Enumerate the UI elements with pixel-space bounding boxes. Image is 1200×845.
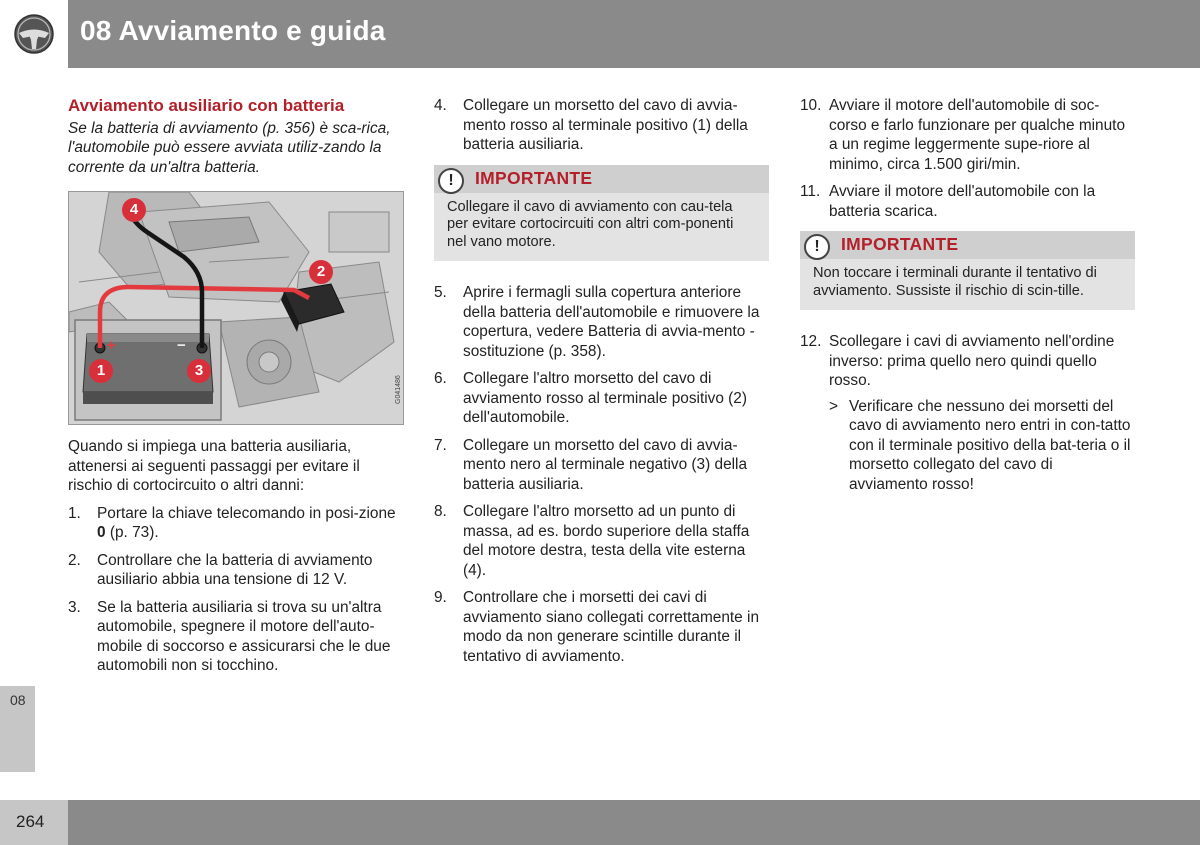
list-item	[434, 436, 769, 495]
page-footer	[0, 800, 1200, 845]
chapter-side-tab	[0, 686, 35, 772]
step-number: 10.	[800, 97, 822, 114]
steps-list-col2b	[434, 283, 769, 666]
warning-icon	[438, 168, 464, 194]
step-text: Avviare il motore dell'automobile di soc-corso e farlo funzionare per qualche minuto a un regime leggermente supe-riore al minimo, circa 1.500 giri/min.	[829, 97, 1126, 173]
important-header	[800, 231, 1135, 259]
step-text: Controllare che la batteria di avviamento ausiliario abbia una tensione di 12 V.	[97, 551, 373, 588]
important-label: IMPORTANTE	[475, 167, 593, 188]
section-intro: Se la batteria di avviamento (p. 356) è sca-rica, l'automobile può essere avviata utiliz-zando la corrente da un'altra batteria.	[68, 119, 391, 176]
page-number-box	[0, 800, 68, 845]
chapter-header	[0, 0, 1200, 68]
step-text: Se la batteria ausiliaria si trova su un'altra automobile, spegnere il motore dell'auto-mobile di soccorso e assicurarsi che le due automobili non si tocchino.	[97, 598, 391, 674]
list-item	[800, 182, 1135, 221]
plus-sign: +	[107, 337, 116, 354]
page-number: 264	[16, 812, 45, 831]
step-text: Collegare un morsetto del cavo di avvia-mento rosso al terminale positivo (1) della batteria ausiliaria.	[463, 97, 748, 153]
list-item	[800, 96, 1135, 174]
list-item	[800, 332, 1135, 494]
important-header	[434, 165, 769, 193]
chapter-title: 08 Avviamento e guida	[80, 15, 386, 46]
list-item	[68, 551, 402, 590]
figure-code: G041486	[395, 375, 402, 404]
jump-start-illustration	[68, 191, 404, 425]
step-text: Collegare l'altro morsetto del cavo di avviamento rosso al terminale positivo (2) dell'automobile.	[463, 370, 747, 426]
step-text: Avviare il motore dell'automobile con la batteria scarica.	[829, 183, 1096, 220]
column-3	[800, 96, 1135, 502]
step-text-before: Portare la chiave telecomando in posi-zione	[97, 504, 396, 522]
step-text-after: (p. 73).	[105, 524, 159, 541]
important-box	[434, 165, 769, 262]
important-label: IMPORTANTE	[841, 234, 959, 254]
list-item	[434, 369, 769, 428]
step-number: 5.	[434, 284, 447, 301]
step-number: 11.	[800, 183, 821, 200]
warning-icon	[804, 234, 830, 260]
sub-item	[829, 397, 1135, 495]
important-box	[800, 231, 1135, 310]
step-number: 9.	[434, 589, 447, 606]
column-2	[434, 96, 769, 674]
minus-sign: −	[177, 337, 186, 354]
steps-list-col3a	[800, 96, 1135, 221]
step-text: Aprire i fermagli sulla copertura anteriore della batteria dell'automobile e rimuovere la copertura, vedere Batteria di avvia-mento - sostituzione (p. 358).	[463, 284, 760, 360]
step-number: 1.	[68, 504, 81, 522]
engine-bay-drawing	[69, 192, 403, 424]
list-item	[434, 283, 769, 361]
step-number: 3.	[68, 598, 81, 616]
steps-list-col1	[68, 504, 402, 676]
step-text: Controllare che i morsetti dei cavi di avviamento siano collegati correttamente in modo da non generare scintille durante il tentativo di avviamento.	[463, 589, 759, 665]
figure-label-1: 1	[89, 359, 113, 383]
step-text: Collegare l'altro morsetto ad un punto di massa, ad es. bordo superiore della staffa del motore destra, testa della vite esterna (4).	[463, 503, 750, 579]
step-number: 6.	[434, 370, 447, 387]
figure-label-4: 4	[122, 198, 146, 222]
steering-wheel-icon	[0, 0, 68, 68]
list-item	[68, 598, 402, 676]
steps-list-col2a	[434, 96, 769, 155]
chapter-side-tab-label: 08	[10, 692, 26, 708]
intro-paragraph: Quando si impiega una batteria ausiliaria, attenersi ai seguenti passaggi per evitare il rischio di cortocircuito o altri danni:	[68, 438, 360, 494]
steps-list-col3b	[800, 332, 1135, 494]
step-number: 4.	[434, 97, 447, 114]
figure-label-2: 2	[309, 260, 333, 284]
figure-label-3: 3	[187, 359, 211, 383]
list-item	[434, 502, 769, 580]
chapter-icon-box	[0, 0, 68, 68]
sub-item-text: Verificare che nessuno dei morsetti del cavo di avviamento nero entri in con-tatto con il terminale positivo della bat-teria o il morsetto collegato del cavo di avviamento rosso!	[849, 397, 1131, 493]
list-item	[434, 96, 769, 155]
step-text-bold: 0	[97, 524, 106, 541]
list-item	[68, 504, 402, 543]
step-text: Collegare un morsetto del cavo di avvia-mento nero al terminale negativo (3) della batteria ausiliaria.	[463, 436, 748, 493]
step-number: 2.	[68, 551, 81, 569]
step-number: 12.	[800, 333, 822, 350]
step-number: 8.	[434, 503, 447, 520]
section-title: Avviamento ausiliario con batteria	[68, 96, 345, 115]
step-text: Scollegare i cavi di avviamento nell'ordine inverso: prima quello nero quindi quello rosso.	[829, 333, 1115, 389]
important-text: Collegare il cavo di avviamento con cau-tela per evitare cortocircuiti con altri com-ponenti nel vano motore.	[447, 198, 734, 250]
important-text: Non toccare i terminali durante il tentativo di avviamento. Sussiste il rischio di scin-tille.	[813, 265, 1097, 299]
step-number: 7.	[434, 436, 447, 454]
column-1	[68, 96, 402, 684]
list-item	[434, 588, 769, 666]
sub-item-arrow: >	[829, 397, 838, 415]
